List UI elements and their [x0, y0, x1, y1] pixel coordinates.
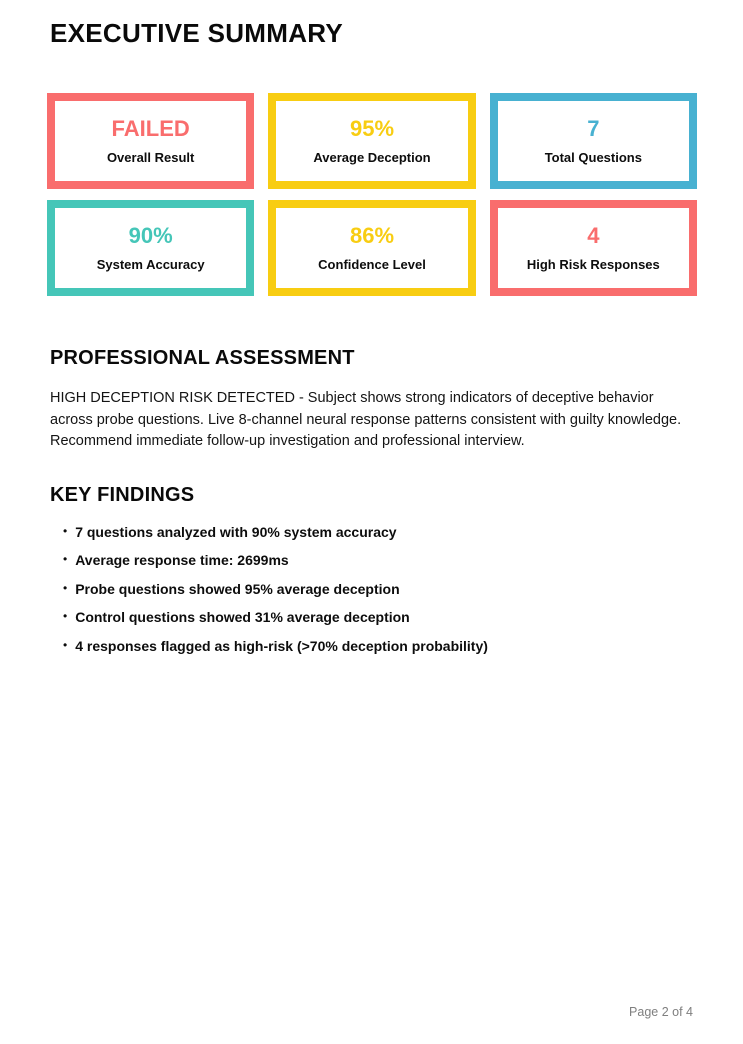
stat-card-high-risk-responses: [490, 200, 697, 296]
stat-value: FAILED: [111, 116, 190, 141]
stat-label: High Risk Responses: [526, 257, 660, 272]
stat-label: Confidence Level: [318, 257, 426, 272]
stat-label: System Accuracy: [96, 257, 205, 272]
stat-label: Average Deception: [313, 150, 431, 165]
stat-card-average-deception: [268, 93, 475, 189]
key-findings-heading: KEY FINDINGS: [50, 483, 195, 506]
professional-assessment-text: HIGH DECEPTION RISK DETECTED - Subject shows strong indicators of deceptive behavior across probe questions. Live 8-channel neural response patterns consistent with guilty knowledge. Recommend immediate follow-up investigation and professional interview.: [50, 390, 682, 449]
stat-label: Total Questions: [544, 150, 642, 165]
stat-card-confidence-level: [268, 200, 475, 296]
stat-value: 86%: [349, 223, 395, 248]
page-number: Page 2 of 4: [629, 1005, 693, 1019]
finding-item: • Control questions showed 31% average deception: [63, 610, 693, 625]
key-findings-list: [50, 525, 693, 654]
stat-card-system-accuracy: [47, 200, 254, 296]
page-title: EXECUTIVE SUMMARY: [50, 18, 344, 48]
stat-card-total-questions: [490, 93, 697, 189]
finding-item: • 7 questions analyzed with 90% system accuracy: [63, 525, 693, 540]
finding-item: • 4 responses flagged as high-risk (>70% deception probability): [63, 639, 693, 654]
professional-assessment-heading: PROFESSIONAL ASSESSMENT: [50, 347, 355, 369]
stat-card-overall-result: [47, 93, 254, 189]
finding-item: • Probe questions showed 95% average deception: [63, 582, 693, 597]
stat-value: 90%: [128, 223, 173, 248]
stat-value: 95%: [349, 116, 395, 141]
finding-item: • Average response time: 2699ms: [63, 553, 693, 568]
stat-label: Overall Result: [106, 150, 195, 165]
summary-stats-grid: [47, 93, 697, 296]
stat-value: 4: [587, 223, 600, 248]
stat-value: 7: [587, 116, 600, 141]
